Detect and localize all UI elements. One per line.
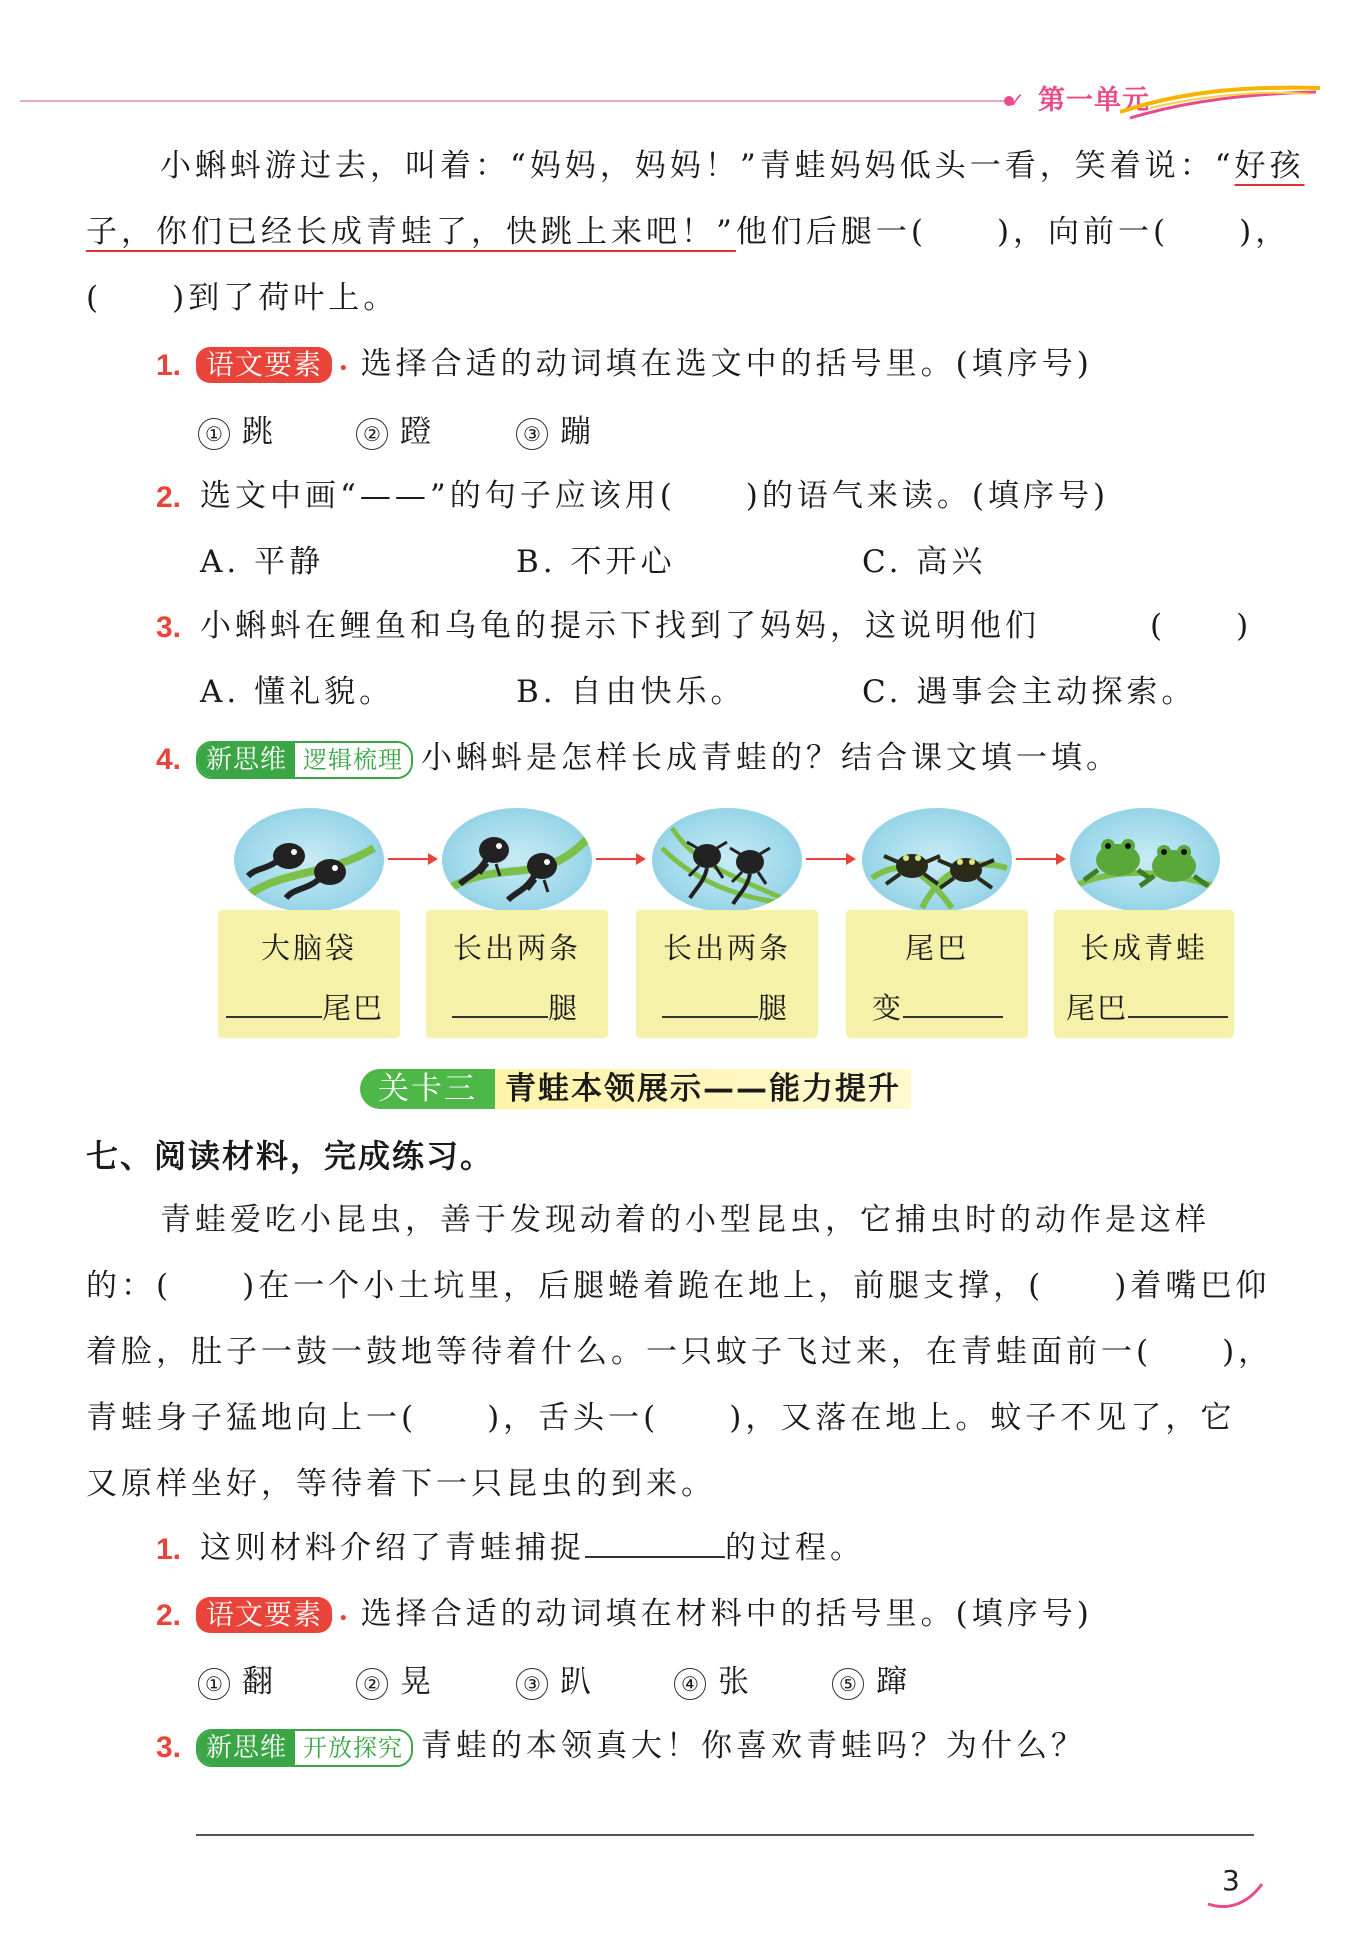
stage-arrow-2 [596, 858, 644, 860]
q4-tag-sub: 逻辑梳理 [295, 743, 411, 777]
stage-2-tadpole-legs-icon [442, 808, 592, 912]
stage-4-blank[interactable] [903, 1016, 1003, 1018]
q4-tag [196, 741, 413, 779]
part7-q2-option-1-word: 翻 [242, 1664, 277, 1700]
q1-option-2-word: 蹬 [400, 414, 435, 450]
part7-line-4: 青蛙身子猛地向上一( )，舌头一( )，又落在地上。蚊子不见了，它 [86, 1400, 1236, 1436]
stage-4-prefix: 变 [872, 991, 904, 1025]
part7-q3-tag [196, 1729, 413, 1767]
q3-option-b: B. 自由快乐。 [516, 674, 746, 710]
stage-1-blank[interactable] [226, 1016, 322, 1018]
part7-q3-number: 3. [156, 1731, 182, 1764]
stage-3-tadpole-four-legs-icon [652, 808, 802, 912]
passage1-underlined-start: 好孩 [1234, 148, 1305, 184]
q3-number: 3. [156, 611, 182, 644]
part7-heading: 七、阅读材料，完成练习。 [86, 1137, 495, 1175]
part7-q1-text-a: 这则材料介绍了青蛙捕捉 [200, 1530, 585, 1566]
q3-option-a: A. 懂礼貌。 [200, 674, 395, 710]
q3-text: 小蝌蚪在鲤鱼和乌龟的提示下找到了妈妈，这说明他们 [200, 608, 1040, 644]
unit-title: 第一单元 [1038, 85, 1150, 116]
section-banner-level: 关卡三 [360, 1069, 495, 1109]
part7-q2-tag: 语文要素 [196, 1597, 332, 1633]
stage-1-top: 大脑袋 [260, 931, 357, 965]
q3-answer-bracket[interactable]: ( ) [1150, 608, 1253, 644]
stage-2-top: 长出两条 [452, 931, 581, 965]
q1-option-3 [516, 412, 595, 452]
part7-q2-option-3 [516, 1662, 595, 1702]
stage-5-prefix: 尾巴 [1066, 991, 1129, 1025]
header-rule [20, 100, 1010, 102]
part7-q2-option-1-mark: ① [198, 1668, 230, 1700]
part7-q2-option-5-word: 蹿 [876, 1664, 911, 1700]
header-swoosh-icon [1120, 82, 1320, 122]
q1-option-1-mark: ① [198, 418, 230, 450]
part7-q2-tag-dot: • [338, 1608, 353, 1629]
part7-q2-option-3-mark: ③ [516, 1668, 548, 1700]
q1-option-2-mark: ② [356, 418, 388, 450]
q1-text: 选择合适的动词填在选文中的括号里。(填序号) [360, 346, 1093, 382]
q1-option-2 [356, 412, 435, 452]
stage-2-fill [452, 986, 600, 1027]
part7-q1-prompt [200, 1528, 865, 1568]
part7-q3-tag-main: 新思维 [198, 1731, 295, 1765]
q2-number: 2. [156, 481, 182, 514]
passage1-line3: ( )到了荷叶上。 [86, 280, 399, 316]
stage-3-fill [662, 986, 810, 1027]
passage1-line2 [86, 212, 1290, 252]
q2-option-c: C. 高兴 [862, 544, 987, 580]
part7-q3-prompt [196, 1726, 1086, 1767]
passage1-underlined-end: 子，你们已经长成青蛙了，快跳上来吧！” [86, 214, 736, 250]
part7-q2-option-5 [832, 1662, 911, 1702]
part7-q2-option-4-word: 张 [718, 1664, 753, 1700]
part7-q2-option-5-mark: ⑤ [832, 1668, 864, 1700]
stage-5-frog-icon [1070, 808, 1220, 912]
stage-arrow-1 [388, 858, 436, 860]
stage-5-fill [1066, 986, 1226, 1027]
stage-1-box [218, 910, 400, 1038]
stage-1-fill [226, 986, 392, 1027]
part7-q2-option-4-mark: ④ [674, 1668, 706, 1700]
part7-q2-option-3-word: 趴 [560, 1664, 595, 1700]
part7-q2-text: 选择合适的动词填在材料中的括号里。(填序号) [360, 1596, 1093, 1632]
stage-3-blank[interactable] [662, 1016, 758, 1018]
page-number: 3 [1222, 1864, 1240, 1897]
stage-arrow-4 [1016, 858, 1064, 860]
q4-tag-main: 新思维 [198, 743, 295, 777]
q1-tag: 语文要素 [196, 347, 332, 383]
stage-1-suffix: 尾巴 [322, 991, 385, 1025]
q1-option-3-word: 蹦 [560, 414, 595, 450]
header-check-icon: ✓ [1008, 88, 1025, 112]
part7-q1-text-b: 的过程。 [725, 1530, 865, 1566]
part7-q2-number: 2. [156, 1599, 182, 1632]
stage-3-suffix: 腿 [758, 991, 790, 1025]
part7-q2-option-2 [356, 1662, 435, 1702]
stage-5-top: 长成青蛙 [1079, 931, 1208, 965]
part7-q1-number: 1. [156, 1533, 182, 1566]
passage1-line2-text: 他们后腿一( )，向前一( )， [735, 214, 1291, 250]
q4-prompt [196, 738, 1121, 779]
q2-option-b: B. 不开心 [516, 544, 676, 580]
stage-2-blank[interactable] [452, 1016, 548, 1018]
stage-4-top: 尾巴 [904, 931, 969, 965]
q1-prompt [196, 344, 1093, 389]
part7-q2-option-4 [674, 1662, 753, 1702]
stage-4-froglet-icon [862, 808, 1012, 912]
part7-q2-prompt [196, 1594, 1093, 1639]
stage-4-fill [872, 986, 1020, 1027]
part7-q2-option-1 [198, 1662, 277, 1702]
q2-text: 选文中画“——”的句子应该用( )的语气来读。(填序号) [200, 478, 1110, 514]
part7-line-5: 又原样坐好，等待着下一只昆虫的到来。 [86, 1466, 716, 1502]
stage-1-tadpole-icon [234, 808, 384, 912]
part7-line-2: 的：( )在一个小土坑里，后腿蜷着跪在地上，前腿支撑，( )着嘴巴仰 [86, 1268, 1271, 1304]
q1-option-1-word: 跳 [242, 414, 277, 450]
part7-q1-blank[interactable] [585, 1556, 725, 1558]
q1-tag-dot: • [338, 358, 353, 379]
stage-3-top: 长出两条 [662, 931, 791, 965]
q3-option-c: C. 遇事会主动探索。 [862, 674, 1197, 710]
answer-line[interactable] [196, 1834, 1254, 1836]
q1-option-3-mark: ③ [516, 418, 548, 450]
stage-2-suffix: 腿 [548, 991, 580, 1025]
stage-4-box [846, 910, 1028, 1038]
page-swoosh-icon [1206, 1880, 1266, 1910]
q4-text: 小蝌蚪是怎样长成青蛙的？结合课文填一填。 [421, 740, 1122, 776]
part7-line-3: 着脸，肚子一鼓一鼓地等待着什么。一只蚊子飞过来，在青蛙面前一( )， [86, 1334, 1274, 1370]
section-banner-title: 青蛙本领展示——能力提升 [495, 1069, 911, 1109]
stage-5-box [1054, 910, 1234, 1038]
part7-q2-option-2-word: 晃 [400, 1664, 435, 1700]
section-banner [360, 1069, 911, 1109]
stage-5-blank[interactable] [1128, 1016, 1228, 1018]
passage1-line1-text: 小蝌蚪游过去，叫着：“妈妈，妈妈！”青蛙妈妈低头一看，笑着说：“ [160, 148, 1235, 184]
q1-number: 1. [156, 349, 182, 382]
q1-option-1 [198, 412, 277, 452]
q4-number: 4. [156, 743, 182, 776]
part7-q2-option-2-mark: ② [356, 1668, 388, 1700]
part7-q3-tag-sub: 开放探究 [295, 1731, 411, 1765]
q2-option-a: A. 平静 [200, 544, 325, 580]
stage-arrow-3 [806, 858, 854, 860]
stage-2-box [426, 910, 608, 1038]
part7-line-1: 青蛙爱吃小昆虫，善于发现动着的小型昆虫，它捕虫时的动作是这样 [160, 1202, 1210, 1238]
passage1-line1 [160, 146, 1305, 186]
stage-3-box [636, 910, 818, 1038]
part7-q3-text: 青蛙的本领真大！你喜欢青蛙吗？为什么？ [421, 1728, 1087, 1764]
